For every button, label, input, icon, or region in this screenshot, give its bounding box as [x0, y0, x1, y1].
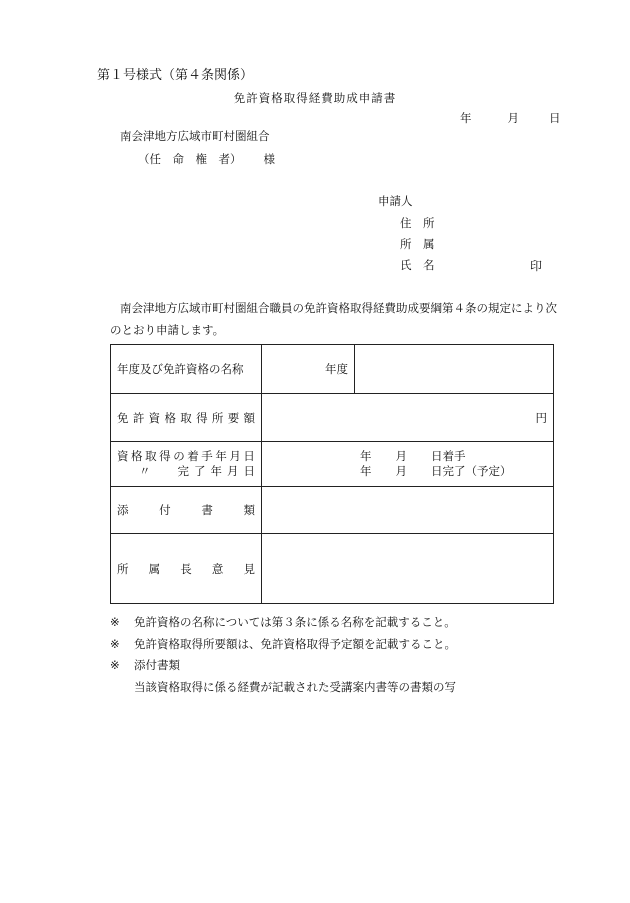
note-item: [110, 655, 456, 677]
table-row: [111, 442, 554, 487]
row3-label: [111, 442, 262, 487]
row2-label: [111, 394, 262, 442]
note-mark: ※: [110, 658, 120, 672]
note-item: [110, 634, 456, 656]
row5-label: [111, 534, 262, 604]
label-char: 取: [180, 410, 192, 425]
label-char: 長: [180, 561, 192, 576]
body-text: 南会津地方広域市町村圏組合職員の免許資格取得経費助成要綱第４条の規定により次のとおり申請します。: [110, 301, 557, 337]
label-char: 付: [159, 503, 171, 517]
end-year: 年: [360, 464, 372, 478]
label-char: 免: [117, 410, 129, 425]
appointer-label: （任 命 権 者）: [138, 152, 242, 166]
supervisor-opinion-cell: [262, 534, 554, 604]
row1-label-text: [117, 361, 255, 377]
table-row: [111, 345, 554, 394]
applicant-label: 申請人: [378, 194, 413, 208]
completion-date-label: 完了年月日: [177, 464, 260, 478]
label-char: 意: [211, 561, 224, 576]
table-row: [111, 487, 554, 534]
label-char: 着: [187, 449, 199, 463]
label-char: 格: [164, 410, 176, 425]
label-char: 得: [159, 449, 171, 463]
fiscal-year-label: 年度: [325, 362, 348, 376]
date-line: [460, 110, 561, 126]
start-year: 年: [360, 449, 372, 463]
label-char: 資: [117, 449, 129, 463]
label-char: 手: [201, 449, 213, 463]
row1-label-char: 年度及び免許資格の名称: [117, 362, 244, 376]
license-name-cell: [355, 345, 554, 394]
label-char: 見: [243, 561, 255, 576]
application-table: [110, 344, 554, 604]
table-row: [111, 394, 554, 442]
address-label: 住 所: [400, 216, 435, 230]
table-row: [111, 534, 554, 604]
note-detail: 当該資格取得に係る経費が記載された受講案内書等の書類の写: [134, 679, 456, 694]
label-char: 額: [243, 410, 255, 425]
label-char: 許: [132, 410, 145, 425]
amount-cell: [262, 394, 554, 442]
notes: [110, 612, 456, 698]
form-number: 第１号様式（第４条関係）: [97, 68, 254, 83]
fiscal-year-cell: [262, 345, 355, 394]
label-char: 取: [145, 449, 157, 463]
name-label: 氏 名: [400, 258, 435, 272]
label-char: 属: [148, 561, 161, 576]
start-day: 日着手: [431, 449, 466, 463]
label-char: 日: [243, 449, 255, 463]
note-mark: ※: [110, 615, 120, 629]
label-char: 年: [215, 449, 227, 463]
label-char: 得: [196, 410, 208, 425]
label-char: 資: [148, 410, 161, 425]
yen-label: 円: [535, 410, 547, 425]
date-year: 年: [460, 111, 472, 125]
appointer-honorific: 様: [263, 152, 275, 166]
seal-mark: 印: [530, 259, 543, 273]
label-char: 所: [211, 410, 224, 425]
attachments-cell: [262, 487, 554, 534]
label-char: 類: [243, 503, 255, 517]
label-char: 格: [131, 449, 143, 463]
document-title: 免許資格取得経費助成申請書: [233, 91, 397, 105]
end-day: 日完了（予定）: [431, 464, 512, 478]
date-day: 日: [549, 111, 561, 125]
label-char: 月: [229, 449, 241, 463]
label-char: 添: [117, 503, 129, 517]
label-char: 書: [201, 503, 213, 517]
note-text: 免許資格取得所要額は、免許資格取得予定額を記載すること。: [134, 636, 456, 651]
note-text: 添付書類: [134, 658, 180, 672]
ditto-mark: 〃: [139, 464, 151, 478]
affiliation-label: 所 属: [400, 237, 435, 251]
note-mark: ※: [110, 636, 120, 651]
note-text: 免許資格の名称については第３条に係る名称を記載すること。: [134, 615, 456, 629]
dates-cell: [262, 442, 554, 487]
appointer-line: [138, 151, 275, 167]
row4-label: [111, 487, 262, 534]
start-month: 月: [395, 449, 407, 463]
date-month: 月: [507, 111, 519, 125]
label-char: 要: [227, 410, 240, 425]
label-char: の: [173, 449, 185, 463]
end-month: 月: [395, 464, 407, 478]
note-item: [110, 612, 456, 634]
label-char: 所: [117, 561, 129, 576]
addressee: 南会津地方広域市町村圏組合: [120, 129, 270, 143]
row1-label: [111, 345, 262, 394]
